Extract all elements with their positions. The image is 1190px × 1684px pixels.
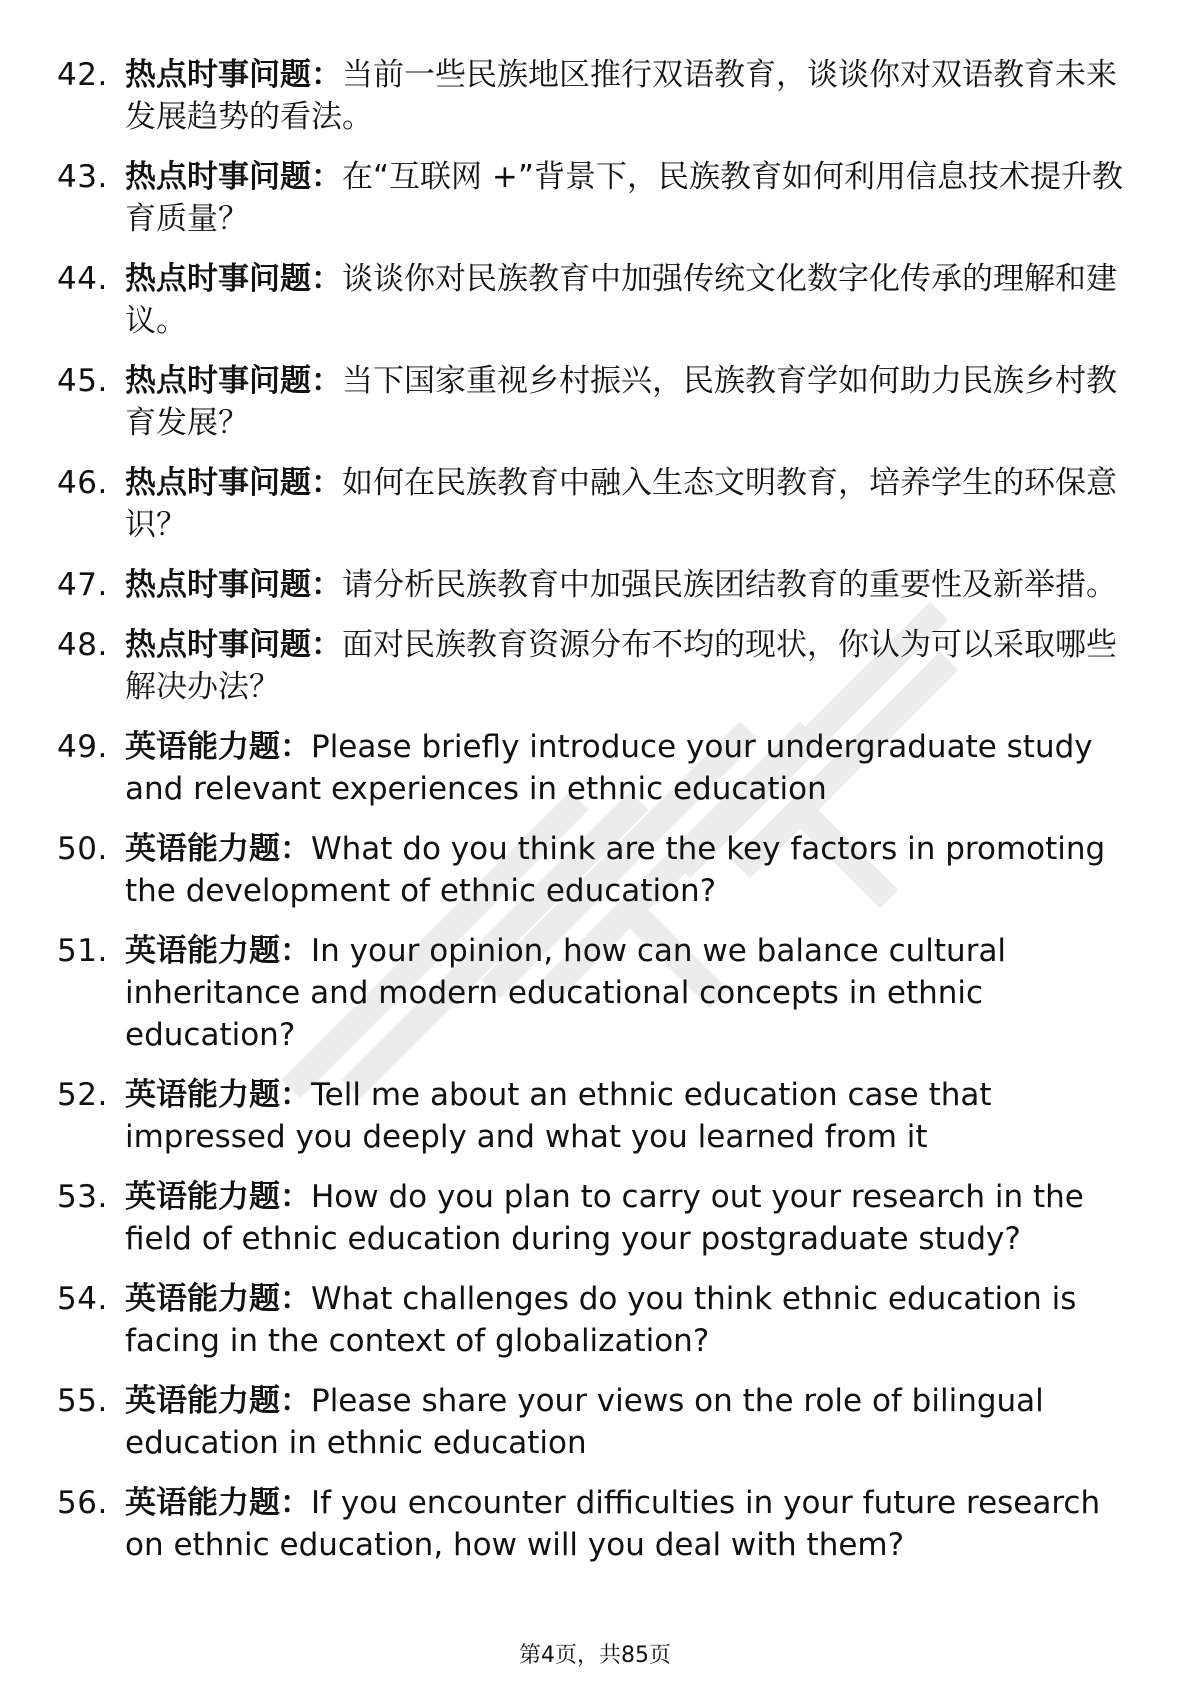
- question-body: [125, 1278, 1137, 1362]
- question-number: 44.: [57, 261, 108, 297]
- question-number: 51.: [57, 933, 108, 969]
- question-number: 47.: [57, 567, 108, 603]
- question-body: [125, 360, 1137, 444]
- question-item: [57, 1176, 1137, 1260]
- question-category: 热点时事问题：: [125, 159, 342, 195]
- question-text: 谈谈你对民族教育中加强传统文化数字化传承的理解和建议。: [125, 261, 1117, 339]
- question-item: [57, 726, 1137, 810]
- question-category: 英语能力题：: [125, 1179, 311, 1215]
- question-body: [125, 726, 1137, 810]
- question-text: In your opinion, how can we balance cultural inheritance and modern educational concepts in ethnic education?: [125, 933, 1007, 1053]
- question-text: 请分析民族教育中加强民族团结教育的重要性及新举措。: [342, 567, 1117, 603]
- question-category: 英语能力题：: [125, 1485, 311, 1521]
- question-number: 54.: [57, 1281, 108, 1317]
- question-text: 如何在民族教育中融入生态文明教育，培养学生的环保意识？: [125, 465, 1117, 543]
- question-number: 53.: [57, 1179, 108, 1215]
- question-category: 热点时事问题：: [125, 627, 342, 663]
- question-number: 43.: [57, 159, 108, 195]
- page-number-footer: 第4页，共85页: [519, 1643, 671, 1668]
- question-category: 热点时事问题：: [125, 57, 342, 93]
- question-body: [125, 624, 1137, 708]
- question-body: [125, 1380, 1137, 1464]
- question-number: 45.: [57, 363, 108, 399]
- question-number: 50.: [57, 831, 108, 867]
- question-body: [125, 156, 1137, 240]
- question-item: [57, 1380, 1137, 1464]
- question-item: [57, 1482, 1137, 1566]
- question-item: [57, 564, 1137, 606]
- question-category: 热点时事问题：: [125, 465, 342, 501]
- question-number: 55.: [57, 1383, 108, 1419]
- question-category: 英语能力题：: [125, 1281, 311, 1317]
- question-item: [57, 54, 1137, 138]
- question-item: [57, 1278, 1137, 1362]
- question-body: [125, 462, 1137, 546]
- question-category: 热点时事问题：: [125, 567, 342, 603]
- question-item: [57, 828, 1137, 912]
- question-text: If you encounter difficulties in your future research on ethnic education, how will you deal with them?: [125, 1485, 1101, 1563]
- question-text: 面对民族教育资源分布不均的现状，你认为可以采取哪些解决办法？: [125, 627, 1117, 705]
- question-number: 46.: [57, 465, 108, 501]
- question-text: What do you think are the key factors in promoting the development of ethnic education?: [125, 831, 1106, 909]
- question-text: How do you plan to carry out your research in the field of ethnic education during your postgraduate study?: [125, 1179, 1084, 1257]
- question-category: 英语能力题：: [125, 831, 311, 867]
- question-category: 英语能力题：: [125, 729, 311, 765]
- question-item: [57, 258, 1137, 342]
- question-body: [125, 1482, 1137, 1566]
- question-item: [57, 624, 1137, 708]
- question-item: [57, 156, 1137, 240]
- question-text: Please share your views on the role of bilingual education in ethnic education: [125, 1383, 1044, 1461]
- question-body: [125, 564, 1137, 606]
- question-number: 52.: [57, 1077, 108, 1113]
- question-text: 在“互联网 +”背景下，民族教育如何利用信息技术提升教育质量？: [125, 159, 1123, 237]
- question-body: [125, 54, 1137, 138]
- question-item: [57, 462, 1137, 546]
- question-category: 英语能力题：: [125, 1077, 311, 1113]
- question-text: Tell me about an ethnic education case that impressed you deeply and what you learned from it: [125, 1077, 992, 1155]
- question-category: 英语能力题：: [125, 933, 311, 969]
- question-number: 49.: [57, 729, 108, 765]
- question-body: [125, 258, 1137, 342]
- question-body: [125, 930, 1137, 1056]
- question-item: [57, 360, 1137, 444]
- question-item: [57, 1074, 1137, 1158]
- question-body: [125, 1176, 1137, 1260]
- question-body: [125, 828, 1137, 912]
- question-category: 英语能力题：: [125, 1383, 311, 1419]
- question-text: 当前一些民族地区推行双语教育，谈谈你对双语教育未来发展趋势的看法。: [125, 57, 1117, 135]
- question-category: 热点时事问题：: [125, 261, 342, 297]
- question-list: [57, 54, 1137, 1584]
- question-category: 热点时事问题：: [125, 363, 342, 399]
- question-item: [57, 930, 1137, 1056]
- question-number: 42.: [57, 57, 108, 93]
- question-text: Please briefly introduce your undergraduate study and relevant experiences in ethnic education: [125, 729, 1093, 807]
- question-body: [125, 1074, 1137, 1158]
- question-text: What challenges do you think ethnic education is facing in the context of globalization?: [125, 1281, 1077, 1359]
- question-number: 48.: [57, 627, 108, 663]
- question-number: 56.: [57, 1485, 108, 1521]
- question-text: 当下国家重视乡村振兴，民族教育学如何助力民族乡村教育发展？: [125, 363, 1117, 441]
